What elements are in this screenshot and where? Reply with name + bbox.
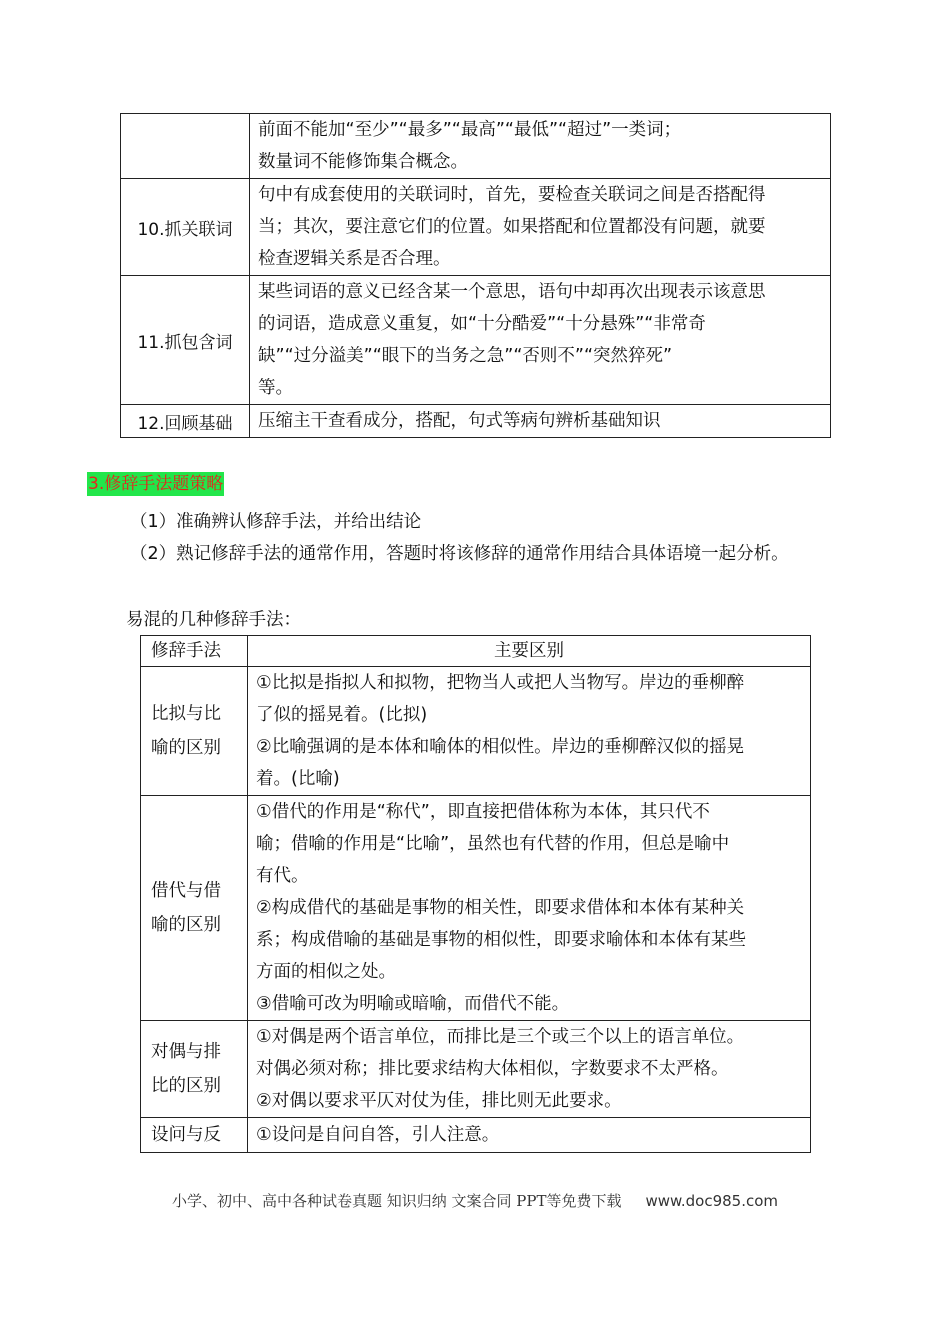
header-rhetoric: 修辞手法 (141, 636, 248, 667)
row-label (121, 114, 250, 179)
content-line: 等。 (258, 378, 293, 398)
rhetoric-label (141, 1021, 248, 1118)
content-line: 检查逻辑关系是否合理。 (258, 249, 451, 269)
content-line: 有代。 (256, 866, 309, 886)
content-line: ②比喻强调的是本体和喻体的相似性。岸边的垂柳醉汉似的摇晃 (256, 737, 745, 757)
content-line: 缺”“过分溢美”“眼下的当务之急”“否则不”“突然猝死” (258, 346, 673, 366)
label-line: 比拟与比 (151, 704, 221, 724)
table-row (121, 114, 831, 179)
rhetoric-label (141, 1118, 248, 1153)
row-label: 10.抓关联词 (121, 179, 250, 276)
content-line: 前面不能加“至少”“最多”“最高”“最低”“超过”一类词； (258, 120, 682, 140)
footer-url: www.doc985.com (645, 1192, 779, 1210)
difference-content (248, 796, 811, 1021)
content-line: 的词语，造成意义重复，如“十分酷爱”“十分悬殊”“非常奇 (258, 314, 706, 334)
footer (0, 1190, 950, 1211)
content-line: 系；构成借喻的基础是事物的相似性，即要求喻体和本体有某些 (256, 930, 746, 950)
content-line: 压缩主干查看成分，搭配，句式等病句辨析基础知识 (258, 411, 661, 431)
table-row (141, 1118, 811, 1153)
label-line: 设问与反 (151, 1125, 221, 1145)
footer-text: 小学、初中、高中各种试卷真题 知识归纳 文案合同 PPT等免费下载 (171, 1192, 622, 1210)
row-label: 12.回顾基础 (121, 405, 250, 438)
content-line: 喻；借喻的作用是“比喻”，虽然也有代替的作用，但总是喻中 (256, 834, 730, 854)
row-content (250, 276, 831, 405)
row-content (250, 114, 831, 179)
content-line: 了似的摇晃着。(比拟) (256, 705, 428, 725)
content-line: 某些词语的意义已经含某一个意思，语句中却再次出现表示该意思 (258, 282, 766, 302)
rhetoric-label (141, 667, 248, 796)
rhetoric-comparison-table (140, 635, 811, 1153)
content-line: 着。(比喻) (256, 769, 340, 789)
label-line: 对偶与排 (151, 1042, 221, 1062)
difference-content (248, 1021, 811, 1118)
content-line: 当；其次，要注意它们的位置。如果搭配和位置都没有问题，就要 (258, 217, 766, 237)
header-difference: 主要区别 (248, 636, 811, 667)
content-line: ①设问是自问自答，引人注意。 (256, 1125, 500, 1145)
difference-content (248, 1118, 811, 1153)
label-line: 借代与借 (151, 881, 221, 901)
row-content (250, 179, 831, 276)
rhetoric-intro: 易混的几种修辞手法： (126, 610, 301, 630)
table-row (121, 405, 831, 438)
section-title: 3.修辞手法题策略 (88, 474, 224, 494)
table-row (141, 796, 811, 1021)
content-line: ③借喻可改为明喻或暗喻，而借代不能。 (256, 994, 570, 1014)
table-row (121, 179, 831, 276)
content-line: ①对偶是两个语言单位，而排比是三个或三个以上的语言单位。 (256, 1027, 745, 1047)
row-label: 11.抓包含词 (121, 276, 250, 405)
strategy-item-1: （1）准确辨认修辞手法，并给出结论 (130, 512, 422, 532)
table-row (141, 1021, 811, 1118)
label-line: 喻的区别 (151, 738, 221, 758)
label-line: 比的区别 (151, 1076, 221, 1096)
row-content (250, 405, 831, 438)
content-line: ①借代的作用是“称代”，即直接把借体称为本体，其只代不 (256, 802, 710, 822)
table-header-row (141, 636, 811, 667)
strategy-item-2: （2）熟记修辞手法的通常作用，答题时将该修辞的通常作用结合具体语境一起分析。 (130, 544, 789, 564)
grammar-strategy-table (120, 113, 831, 438)
content-line: 数量词不能修饰集合概念。 (258, 152, 468, 172)
table-row (121, 276, 831, 405)
content-line: ①比拟是指拟人和拟物，把物当人或把人当物写。岸边的垂柳醉 (256, 673, 745, 693)
label-line: 喻的区别 (151, 915, 221, 935)
content-line: 方面的相似之处。 (256, 962, 396, 982)
content-line: ②构成借代的基础是事物的相关性，即要求借体和本体有某种关 (256, 898, 745, 918)
rhetoric-label (141, 796, 248, 1021)
difference-content (248, 667, 811, 796)
content-line: 句中有成套使用的关联词时，首先，要检查关联词之间是否搭配得 (258, 185, 766, 205)
content-line: ②对偶以要求平仄对仗为佳，排比则无此要求。 (256, 1091, 622, 1111)
content-line: 对偶必须对称；排比要求结构大体相似，字数要求不太严格。 (256, 1059, 729, 1079)
table-row (141, 667, 811, 796)
